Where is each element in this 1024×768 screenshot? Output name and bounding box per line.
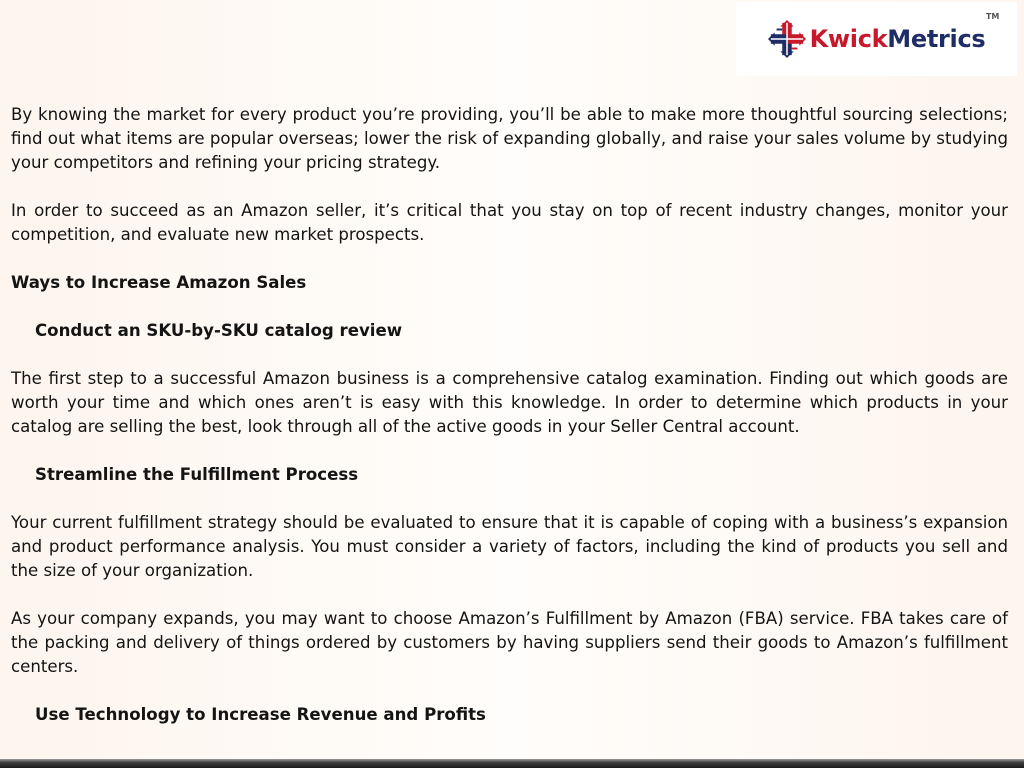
logo-lockup bbox=[768, 12, 1000, 58]
brand-name-kwick: Kwick bbox=[809, 25, 888, 53]
document-body bbox=[11, 103, 1008, 727]
intro-paragraph: By knowing the market for every product you’re providing, you’ll be able to make more thoughtful sourcing selections; find out what items are popular overseas; lower the risk of expanding globally, and raise your sales volume by studying your competitors and refining your pricing strategy. bbox=[11, 105, 1008, 172]
subheading-technology: Use Technology to Increase Revenue and Profits bbox=[35, 705, 486, 724]
catalog-paragraph: The first step to a successful Amazon business is a comprehensive catalog examination. Finding out which goods are worth your time and which ones aren’t is easy with this knowledge. In order to determine which products in your catalog are selling the best, look through all of the active goods in your Seller Central account. bbox=[11, 369, 1008, 436]
section-heading: Ways to Increase Amazon Sales bbox=[11, 273, 307, 292]
brand-logo bbox=[736, 2, 1017, 76]
cross-arrows-logo-icon bbox=[768, 20, 806, 58]
subheading-fulfillment: Streamline the Fulfillment Process bbox=[35, 465, 359, 484]
brand-name bbox=[810, 27, 986, 51]
seller-paragraph: In order to succeed as an Amazon seller, it’s critical that you stay on top of recent industry changes, monitor your competition, and evaluate new market prospects. bbox=[11, 201, 1008, 244]
subheading-catalog-review: Conduct an SKU-by-SKU catalog review bbox=[35, 321, 403, 340]
bottom-border-bar bbox=[0, 759, 1024, 768]
fulfillment-paragraph: Your current fulfillment strategy should be evaluated to ensure that it is capable of coping with a business’s expansion and product performance analysis. You must consider a variety of factors, including the kind of products you sell and the size of your organization. bbox=[11, 513, 1008, 580]
fba-paragraph: As your company expands, you may want to choose Amazon’s Fulfillment by Amazon (FBA) service. FBA takes care of the packing and delivery of things ordered by customers by having suppliers send their goods to Amazon’s fulfillment centers. bbox=[11, 609, 1008, 676]
trademark-mark: TM bbox=[985, 12, 1000, 21]
brand-name-metrics: Metrics bbox=[887, 25, 986, 53]
